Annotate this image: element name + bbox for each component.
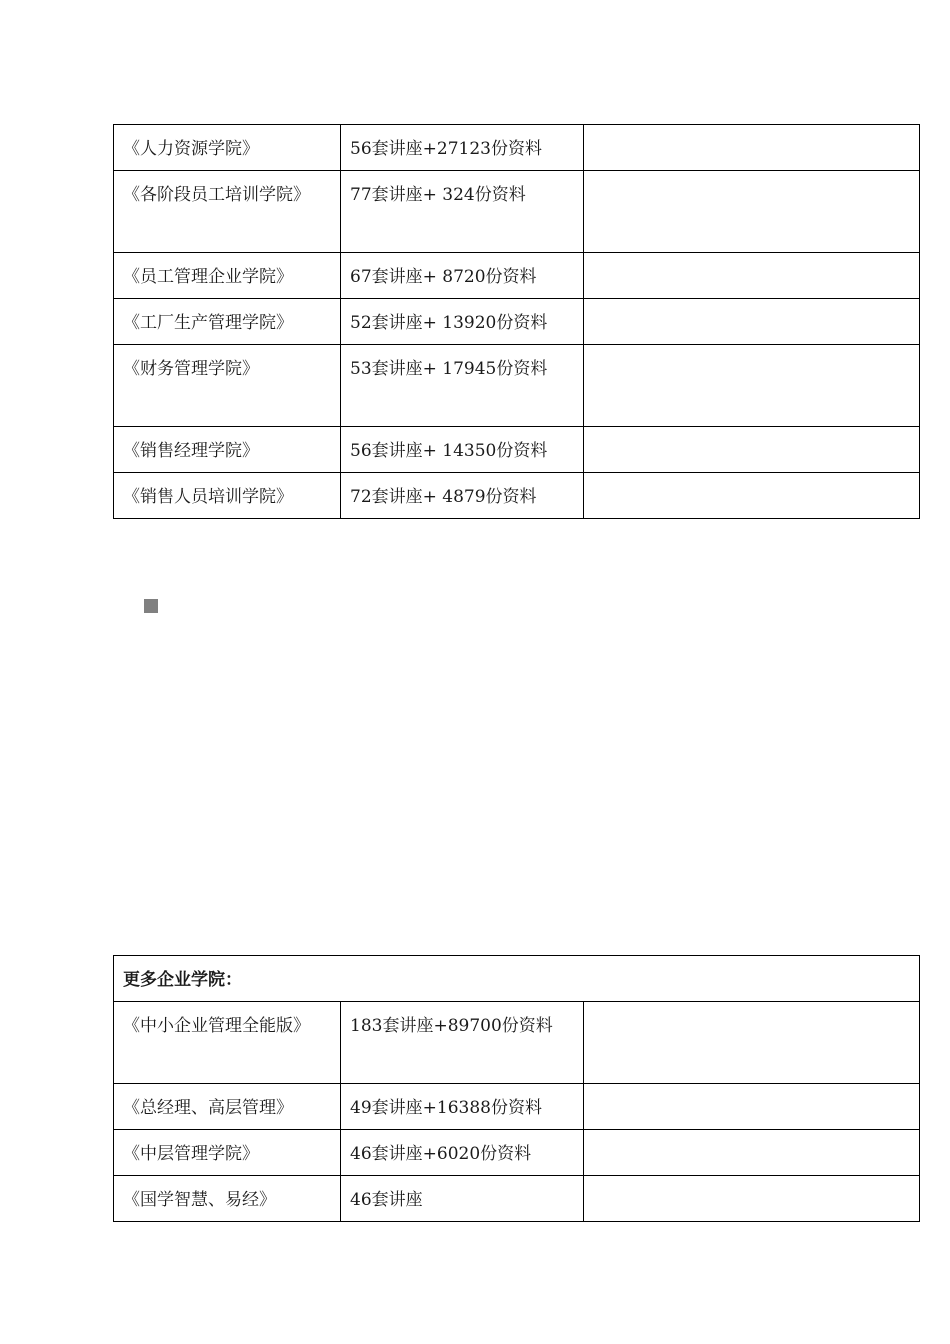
table-row [114, 473, 920, 519]
more-academies-table [113, 955, 920, 1222]
academy-info: 46套讲座 [341, 1176, 584, 1222]
table-row [114, 345, 920, 427]
empty-cell [584, 1130, 920, 1176]
table-header: 更多企业学院： [114, 956, 920, 1002]
table-row [114, 253, 920, 299]
academy-name: 《财务管理学院》 [114, 345, 341, 427]
empty-cell [584, 473, 920, 519]
table-row [114, 171, 920, 253]
empty-cell [584, 171, 920, 253]
empty-cell [584, 427, 920, 473]
academy-info: 49套讲座+16388份资料 [341, 1084, 584, 1130]
academy-info: 46套讲座+6020份资料 [341, 1130, 584, 1176]
table-row [114, 125, 920, 171]
academy-info: 183套讲座+89700份资料 [341, 1002, 584, 1084]
academy-info: 52套讲座+ 13920份资料 [341, 299, 584, 345]
empty-cell [584, 253, 920, 299]
academy-name: 《销售经理学院》 [114, 427, 341, 473]
academy-info: 77套讲座+ 324份资料 [341, 171, 584, 253]
academy-name: 《国学智慧、易经》 [114, 1176, 341, 1222]
table-row [114, 1130, 920, 1176]
academy-info: 53套讲座+ 17945份资料 [341, 345, 584, 427]
empty-cell [584, 1084, 920, 1130]
academy-info: 67套讲座+ 8720份资料 [341, 253, 584, 299]
academy-info: 56套讲座+27123份资料 [341, 125, 584, 171]
square-bullet-icon [144, 599, 158, 613]
academy-name: 《销售人员培训学院》 [114, 473, 341, 519]
academy-name: 《中小企业管理全能版》 [114, 1002, 341, 1084]
academy-table [113, 124, 920, 519]
academy-info: 56套讲座+ 14350份资料 [341, 427, 584, 473]
academy-name: 《总经理、高层管理》 [114, 1084, 341, 1130]
table-row [114, 1084, 920, 1130]
empty-cell [584, 299, 920, 345]
academy-name: 《中层管理学院》 [114, 1130, 341, 1176]
academy-info: 72套讲座+ 4879份资料 [341, 473, 584, 519]
table-header-row [114, 956, 920, 1002]
empty-cell [584, 125, 920, 171]
academy-name: 《人力资源学院》 [114, 125, 341, 171]
table-row [114, 1002, 920, 1084]
table-row [114, 1176, 920, 1222]
empty-cell [584, 345, 920, 427]
table-row [114, 299, 920, 345]
table-row [114, 427, 920, 473]
empty-cell [584, 1176, 920, 1222]
academy-name: 《各阶段员工培训学院》 [114, 171, 341, 253]
academy-name: 《员工管理企业学院》 [114, 253, 341, 299]
academy-name: 《工厂生产管理学院》 [114, 299, 341, 345]
empty-cell [584, 1002, 920, 1084]
